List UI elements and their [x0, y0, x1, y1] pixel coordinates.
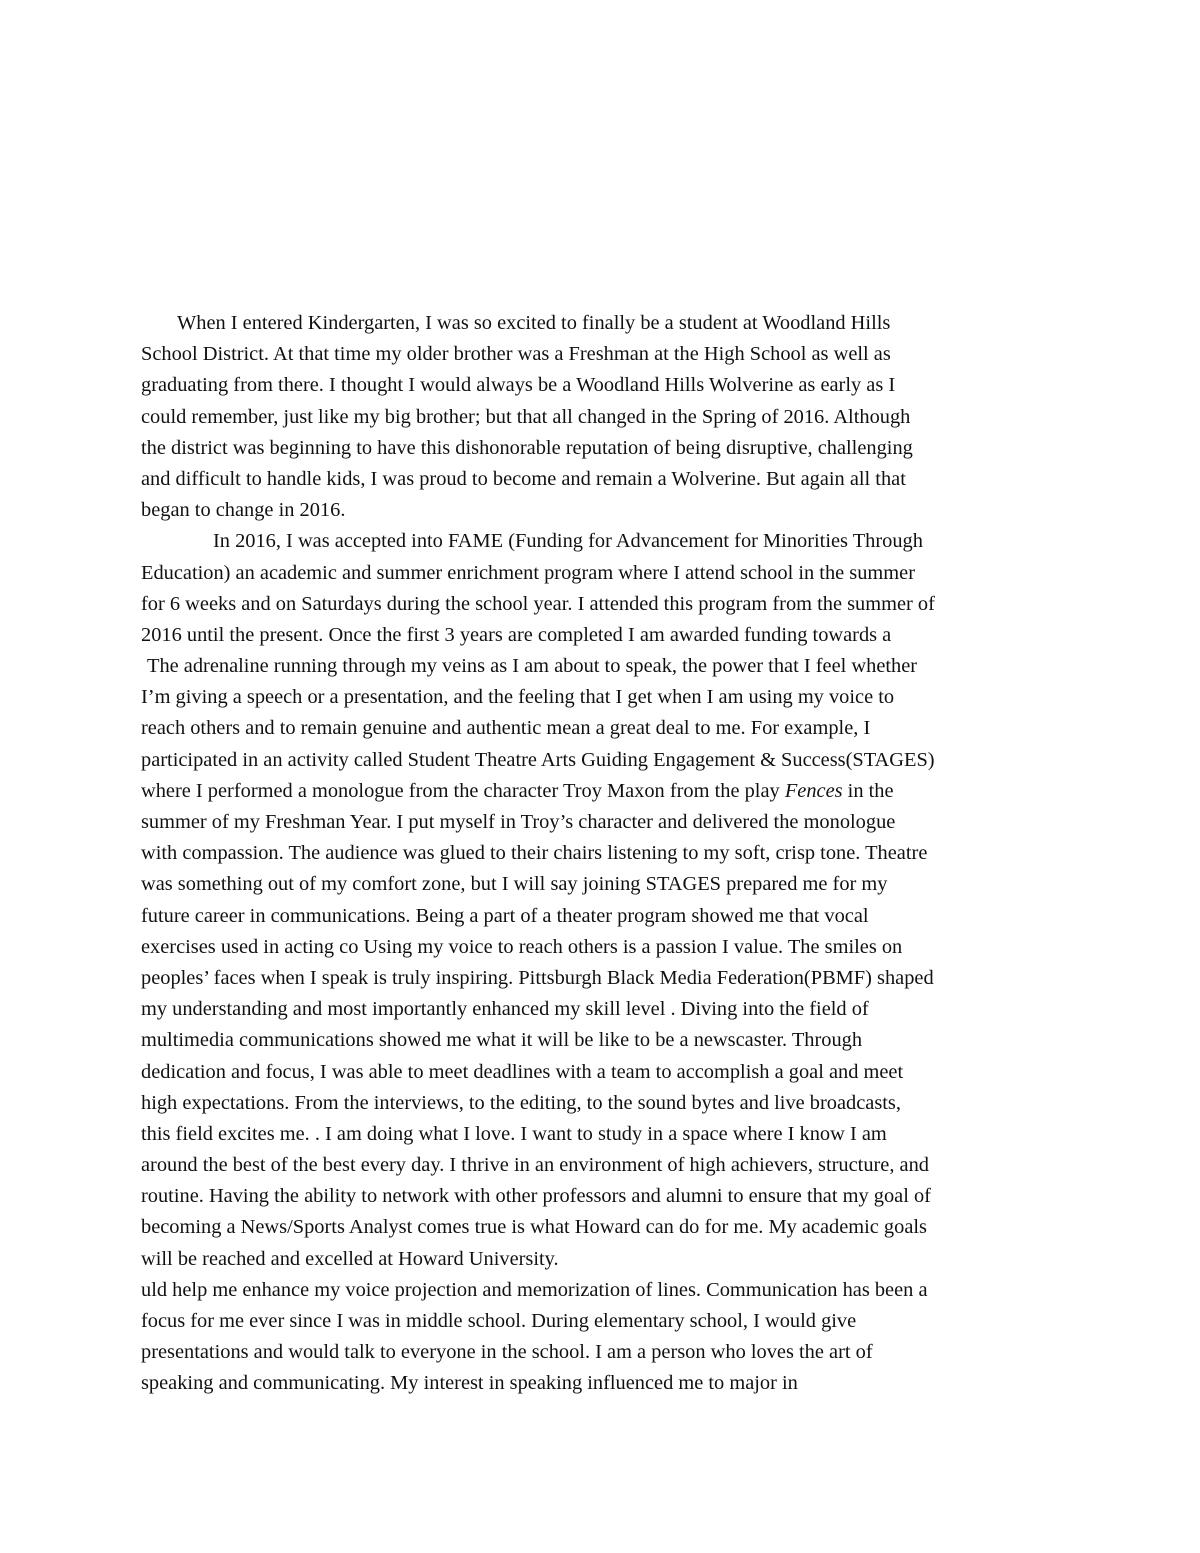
- text-line: and difficult to handle kids, I was proud to become and remain a Wolverine. But again all that: [141, 467, 906, 490]
- text-line: exercises used in acting co Using my voice to reach others is a passion I value. The smiles on: [141, 935, 903, 958]
- text-line: [141, 776, 1071, 807]
- text-line: uld help me enhance my voice projection and memorization of lines. Communication has been a: [141, 1278, 928, 1301]
- text-line: will be reached and excelled at Howard University.: [141, 1247, 559, 1270]
- text-segment: in the: [842, 779, 894, 802]
- text-line: my understanding and most importantly enhanced my skill level . Diving into the field of: [141, 998, 869, 1021]
- text-line: I’m giving a speech or a presentation, and the feeling that I get when I am using my voice to: [141, 686, 895, 709]
- text-line: speaking and communicating. My interest in speaking influenced me to major in: [141, 1372, 798, 1395]
- text-line: for 6 weeks and on Saturdays during the school year. I attended this program from the summer of: [141, 592, 935, 615]
- text-line: multimedia communications showed me what it will be like to be a newscaster. Through: [141, 1029, 863, 1052]
- text-line: could remember, just like my big brother; but that all changed in the Spring of 2016. Although: [141, 405, 911, 428]
- text-line: around the best of the best every day. I thrive in an environment of high achievers, structure, and: [141, 1154, 929, 1177]
- text-line: focus for me ever since I was in middle school. During elementary school, I would give: [141, 1310, 857, 1332]
- essay-body: [141, 308, 1071, 1400]
- text-line: Education) an academic and summer enrichment program where I attend school in the summer: [141, 561, 915, 584]
- text-line: high expectations. From the interviews, to the editing, to the sound bytes and live broadcasts,: [141, 1091, 901, 1114]
- text-line: participated in an activity called Student Theatre Arts Guiding Engagement & Success(STAGES): [141, 748, 935, 771]
- text-line: was something out of my comfort zone, but I will say joining STAGES prepared me for my: [141, 873, 888, 896]
- text-line: reach others and to remain genuine and authentic mean a great deal to me. For example, I: [141, 717, 871, 740]
- text-line: becoming a News/Sports Analyst comes true is what Howard can do for me. My academic goals: [141, 1216, 927, 1239]
- text-line: dedication and focus, I was able to meet deadlines with a team to accomplish a goal and meet: [141, 1060, 904, 1083]
- text-line: future career in communications. Being a part of a theater program showed me that vocal: [141, 904, 869, 927]
- text-line: began to change in 2016.: [141, 499, 346, 522]
- text-line: School District. At that time my older brother was a Freshman at the High School as well as: [141, 343, 891, 366]
- text-line: routine. Having the ability to network with other professors and alumni to ensure that my goal of: [141, 1185, 931, 1208]
- text-line: summer of my Freshman Year. I put myself in Troy’s character and delivered the monologue: [141, 811, 896, 833]
- text-line: the district was beginning to have this dishonorable reputation of being disruptive, challenging: [141, 436, 913, 459]
- text-line: The adrenaline running through my veins as I am about to speak, the power that I feel whether: [147, 655, 918, 678]
- text-line: with compassion. The audience was glued to their chairs listening to my soft, crisp tone. Theatre: [141, 842, 928, 865]
- text-line: presentations and would talk to everyone in the school. I am a person who loves the art of: [141, 1341, 873, 1364]
- text-line: In 2016, I was accepted into FAME (Funding for Advancement for Minorities Through: [213, 530, 923, 553]
- play-title: Fences: [784, 779, 843, 802]
- text-line: When I entered Kindergarten, I was so excited to finally be a student at Woodland Hills: [177, 312, 891, 334]
- text-line: this field excites me. . I am doing what I love. I want to study in a space where I know I am: [141, 1122, 887, 1145]
- text-segment: where I performed a monologue from the character Troy Maxon from the play: [141, 779, 785, 802]
- text-line: graduating from there. I thought I would always be a Woodland Hills Wolverine as early as I: [141, 374, 896, 397]
- text-line: peoples’ faces when I speak is truly inspiring. Pittsburgh Black Media Federation(PBMF) shaped: [141, 966, 934, 989]
- text-line: 2016 until the present. Once the first 3 years are completed I am awarded funding towards a: [141, 623, 892, 646]
